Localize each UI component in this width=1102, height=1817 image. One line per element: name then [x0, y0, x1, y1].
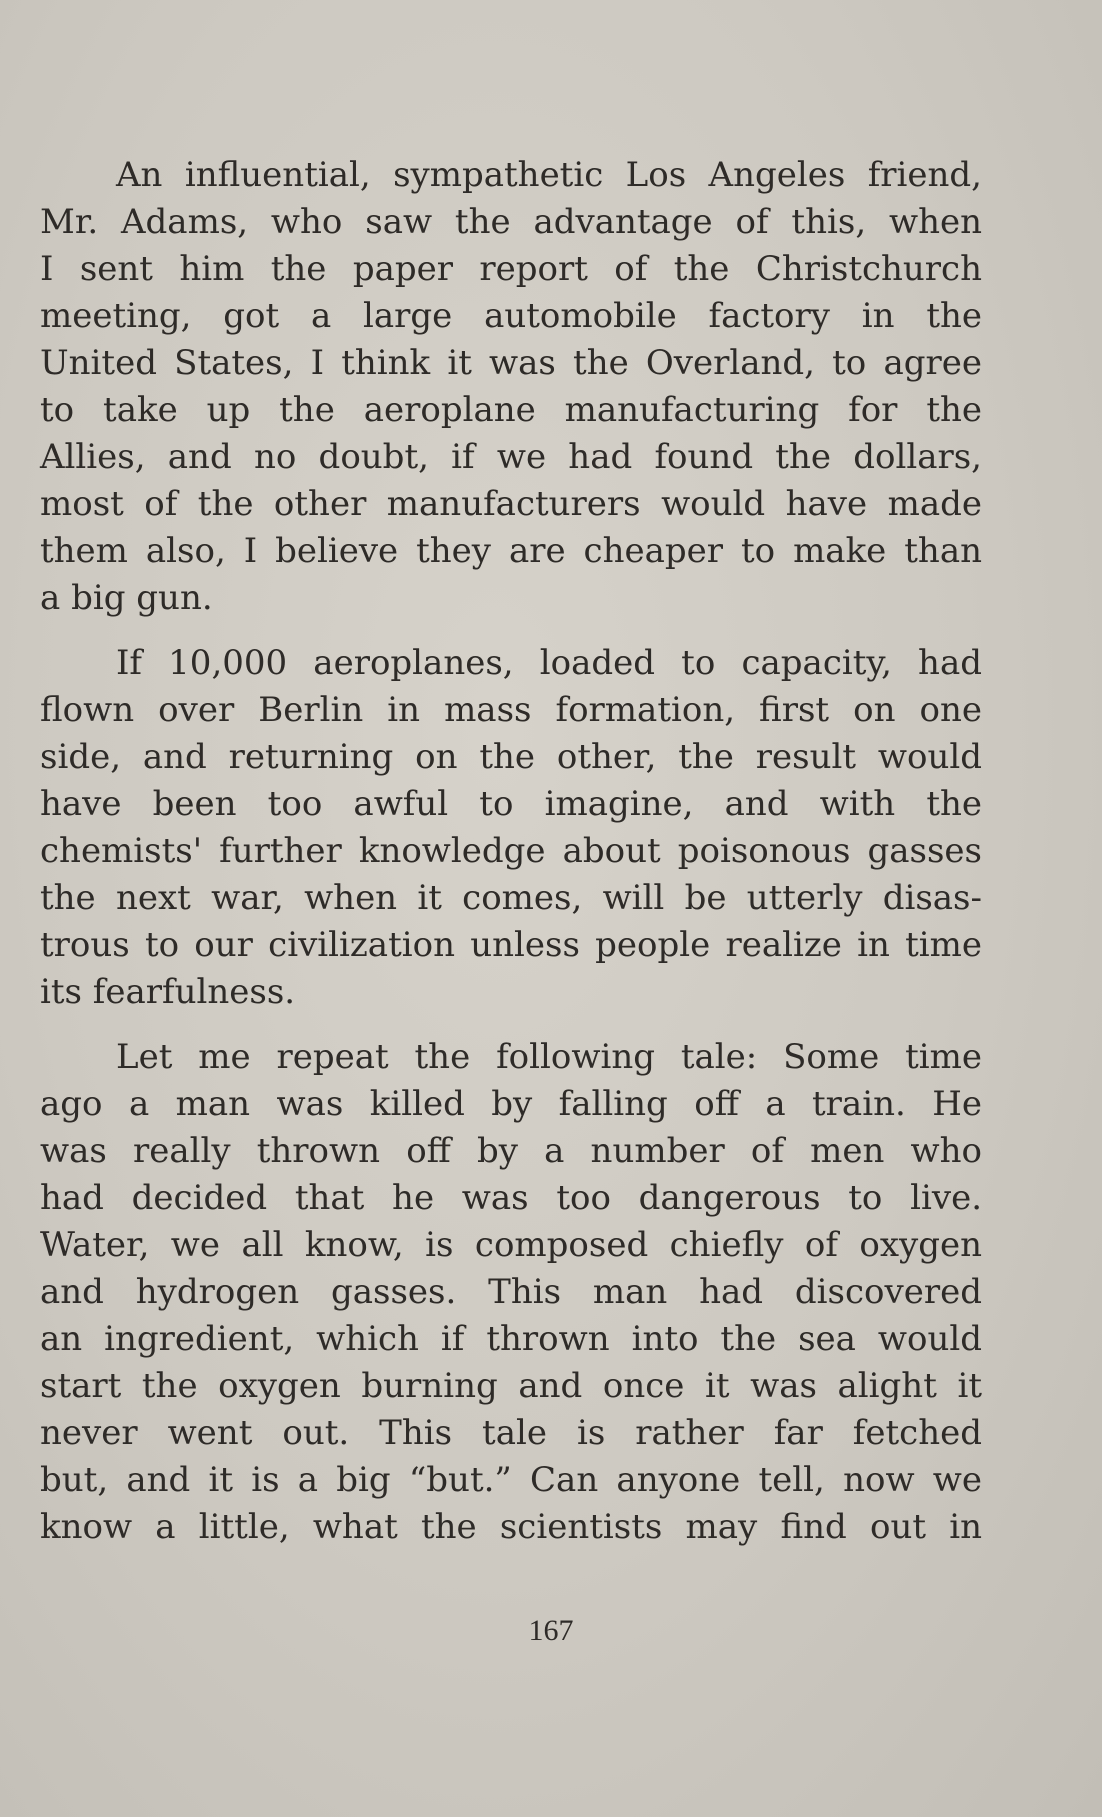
text-line: Mr. Adams, who saw the advantage of this, when: [40, 202, 982, 242]
text-line: Let me repeat the following tale: Some time: [116, 1037, 982, 1077]
text-line: Water, we all know, is composed chiefly of oxygen: [40, 1225, 982, 1265]
text-line: know a little, what the scientists may find out in: [40, 1507, 982, 1547]
text-line: start the oxygen burning and once it was alight it: [40, 1366, 982, 1406]
text-line: chemists' further knowledge about poisonous gasses: [40, 831, 982, 871]
text-line: meeting, got a large automobile factory in the: [40, 296, 982, 336]
text-line: was really thrown off by a number of men who: [40, 1131, 982, 1171]
text-line: a big gun.: [40, 578, 213, 618]
text-line: If 10,000 aeroplanes, loaded to capacity, had: [116, 643, 982, 683]
text-line: have been too awful to imagine, and with the: [40, 784, 982, 824]
paragraph-1: [40, 152, 982, 622]
text-line: the next war, when it comes, will be utterly disas-: [40, 878, 982, 918]
text-line: most of the other manufacturers would have made: [40, 484, 982, 524]
text-line: an ingredient, which if thrown into the sea would: [40, 1319, 982, 1359]
page-number: 167: [528, 1614, 574, 1647]
text-line: ago a man was killed by falling off a train. He: [40, 1084, 982, 1124]
text-line: United States, I think it was the Overland, to agree: [40, 343, 982, 383]
text-line: never went out. This tale is rather far fetched: [40, 1413, 982, 1453]
text-line: An influential, sympathetic Los Angeles friend,: [116, 155, 982, 195]
text-line: I sent him the paper report of the Christchurch: [40, 249, 982, 289]
text-line: Allies, and no doubt, if we had found the dollars,: [40, 437, 982, 477]
text-line: but, and it is a big “but.” Can anyone tell, now we: [40, 1460, 982, 1500]
paragraph-2: [40, 640, 982, 1016]
paragraph-3: [40, 1034, 982, 1551]
body-text: [40, 152, 982, 1569]
text-line: had decided that he was too dangerous to live.: [40, 1178, 982, 1218]
text-line: them also, I believe they are cheaper to make than: [40, 531, 982, 571]
text-line: its fearfulness.: [40, 972, 296, 1012]
text-line: side, and returning on the other, the result would: [40, 737, 982, 777]
text-line: to take up the aeroplane manufacturing for the: [40, 390, 982, 430]
text-line: flown over Berlin in mass formation, first on one: [40, 690, 982, 730]
text-line: and hydrogen gasses. This man had discovered: [40, 1272, 982, 1312]
text-line: trous to our civilization unless people realize in time: [40, 925, 982, 965]
